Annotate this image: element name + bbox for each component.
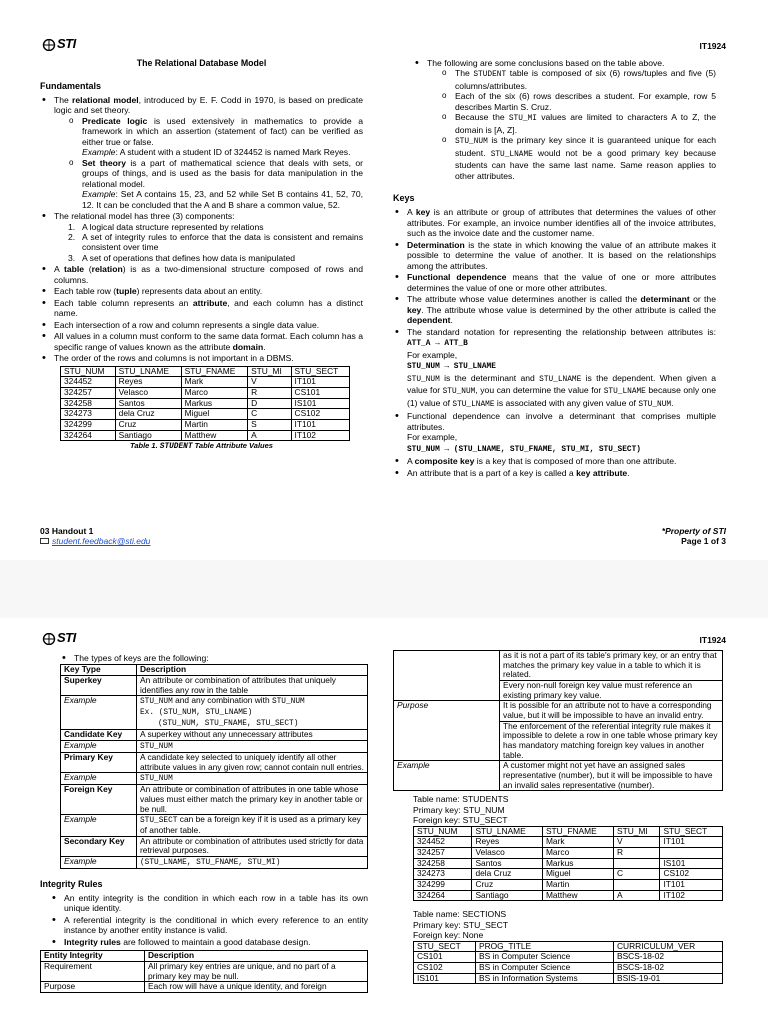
table-header-row: STU_SECT PROG_TITLE CURRICULUM_VER: [414, 941, 723, 952]
course-code: IT1924: [699, 41, 726, 51]
table-row: Requirement All primary key entries are unique, and no part of a primary key may be null.: [41, 962, 368, 982]
right-column: [393, 650, 723, 984]
table-row: CS101 BS in Computer Science BSCS-18-02: [414, 952, 723, 963]
list-item: • Integrity rules are followed to maintain a good database design.: [50, 937, 368, 947]
table-row: Example STU_NUM: [61, 740, 368, 752]
left-column: [40, 58, 363, 453]
list-item: • All values in a column must conform to the same data format. Each column has a specific range of values known as the attribute domain.: [40, 331, 363, 352]
list-item: • The standard notation for representing the relationship between attributes is: ATT_A → ATT_B For example, STU_NUM → STU_LNAME STU_NUM is the determinant and STU_LNAME is the dependent. When given a value for STU_NUM, you can determine the value for STU_LNAME because only one (1) value of STU_LNAME is associated with any given value of STU_NUM.: [393, 327, 716, 410]
table-row: CS102 BS in Computer Science BSCS-18-02: [414, 963, 723, 974]
list-item: • The relational model has three (3) components: 1. A logical data structure represented by relations 2. A set of integrity rules to enforce that the data is consistent and remains consistent over time 3. A set of operations that defines how data is manipulated: [40, 211, 363, 263]
sti-logo: [42, 36, 76, 52]
entity-integrity-table: [40, 950, 368, 993]
list-item: 3. A set of operations that defines how data is manipulated: [68, 252, 296, 263]
table-row: Superkey An attribute or combination of attributes that uniquely identifies any row in the table: [61, 676, 368, 696]
handout-page-2: [0, 618, 768, 1024]
primary-key-label: Primary key: STU_NUM: [413, 804, 505, 815]
list-item: • Functional dependence means that the value of one or more attributes determines the value of one or more other attributes.: [393, 272, 716, 293]
list-item: o STU_NUM is the primary key since it is guaranteed unique for each student. STU_LNAME would not be a good primary key because students can have the same last name. Same reason applies to other attributes.: [441, 135, 716, 181]
list-item: o Predicate logic is used extensively in mathematics to provide a framework in which an assertion (statement of fact) can be verified as either true or false. Example: A student with a student ID of 324452 is named Mark Reyes.: [68, 116, 363, 158]
table-row: 324258 Santos Markus IS101: [414, 858, 723, 869]
table-row: as it is not a part of its table's primary key, or an entry that matches the primary key value in a table to which it is related.: [394, 651, 723, 681]
list-item: • An entity integrity is the condition in which each row in a table has its own unique identity.: [50, 893, 368, 914]
table-caption: Table 1. STUDENT Table Attribute Values: [130, 441, 273, 452]
table-row: 324264 Santiago Matthew A IT102: [414, 890, 723, 901]
table-row: IS101 BS in Information Systems BSIS-19-01: [414, 973, 723, 984]
property-label: *Property of STI: [661, 526, 726, 536]
page-number: Page 1 of 3: [681, 536, 726, 547]
list-item: • The following are some conclusions based on the table above. o The STUDENT table is composed of six (6) rows/tuples and five (5) columns/attributes. o Each of the six (6) rows describes a student. For example, row 5 describes Martin S. Cruz. o Because the STU_MI values are limited to characters A to Z, the domain is [A, Z]. o STU_NUM is the primary key since it is guaranteed unique for each student. STU_LNAME would not be a good primary key because students can have the same last name. Same reason applies to other attributes.: [413, 58, 716, 181]
foreign-key-label: Foreign key: None: [413, 930, 484, 941]
table-row: 324258 Santos Markus D IS101: [61, 398, 350, 409]
page-gap: [0, 560, 768, 618]
table-row: 324299 Cruz Martin S IT101: [61, 420, 350, 431]
list-item: • A referential integrity is the conditional in which every reference to an entity instance by another entity instance is valid.: [50, 915, 368, 936]
referential-integrity-table: [393, 650, 723, 791]
handout-label: 03 Handout 1: [40, 526, 94, 536]
table-header-row: Entity Integrity Description: [41, 951, 368, 962]
table-row: Example A customer might not yet have an assigned sales representative (number), but it will be impossible to have an invalid sales representative (number).: [394, 761, 723, 791]
fundamentals-list: [40, 95, 363, 364]
list-item: • The types of keys are the following:: [60, 653, 368, 663]
table-row: Secondary Key An attribute or combination of attributes used strictly for data retrieval purposes.: [61, 836, 368, 856]
table-row: Example (STU_LNAME, STU_FNAME, STU_MI): [61, 857, 368, 869]
list-item: o Each of the six (6) rows describes a student. For example, row 5 describes Martin S. Cruz.: [441, 91, 716, 112]
sections-table: [413, 941, 723, 985]
key-types-table: [60, 664, 368, 869]
footer-left: [40, 526, 150, 547]
table-header-row: STU_NUM STU_LNAME STU_FNAME STU_MI STU_SECT: [414, 826, 723, 837]
table-row: Primary Key A candidate key selected to uniquely identify all other attribute values in any given row; cannot contain null entries.: [61, 752, 368, 772]
student-table: [60, 366, 350, 442]
logo-text: STI: [57, 630, 76, 645]
table-row: Purpose It is possible for an attribute not to have a corresponding value, but it will be impossible to have an invalid entry.: [394, 701, 723, 721]
foreign-key-label: Foreign key: STU_SECT: [413, 815, 508, 826]
table-row: 324257 Velasco Marco R CS101: [61, 388, 350, 399]
section-keys: Keys: [393, 193, 415, 204]
list-item: • Each intersection of a row and column represents a single data value.: [40, 320, 363, 330]
list-item: • Functional dependence can involve a determinant that comprises multiple attributes. For example, STU_NUM → (STU_LNAME, STU_FNAME, STU_MI, STU_SECT): [393, 411, 716, 455]
mail-icon: [40, 538, 49, 544]
table-row: Example STU_NUM and any combination with STU_NUM Ex. (STU_NUM, STU_LNAME) (STU_NUM, STU_FNAME, STU_SECT): [61, 696, 368, 730]
table-row: 324299 Cruz Martin IT101: [414, 879, 723, 890]
page-title: The Relational Database Model: [136, 58, 267, 68]
table-header-row: STU_NUM STU_LNAME STU_FNAME STU_MI STU_SECT: [61, 366, 350, 377]
list-item: • Each table column represents an attribute, and each column has a distinct name.: [40, 298, 363, 319]
sections-table-meta: [413, 909, 723, 940]
table-row: Purpose Each row will have a unique identity, and foreign: [41, 982, 368, 993]
list-item: o Because the STU_MI values are limited to characters A to Z, the domain is [A, Z].: [441, 112, 716, 135]
table-row: Candidate Key A superkey without any unnecessary attributes: [61, 730, 368, 741]
conclusions-list: [393, 58, 716, 181]
list-item: • The order of the rows and columns is not important in a DBMS.: [40, 353, 363, 363]
students-table: [413, 826, 723, 902]
table-row: 324264 Santiago Matthew A IT102: [61, 430, 350, 441]
section-fundamentals: Fundamentals: [40, 80, 102, 91]
table-header-row: Key Type Description: [61, 665, 368, 676]
sti-logo-icon: [42, 39, 56, 51]
sti-logo: [42, 630, 76, 646]
table-row: Every non-null foreign key value must reference an existing primary key value.: [394, 680, 723, 700]
keys-list: [393, 207, 716, 478]
list-item: • A table (relation) is as a two-dimensional structure composed of rows and columns.: [40, 264, 363, 285]
left-column: [40, 653, 368, 993]
table-row: 324257 Velasco Marco R: [414, 847, 723, 858]
logo-text: STI: [57, 36, 76, 51]
course-code: IT1924: [699, 635, 726, 645]
table-name: Table name: SECTIONS: [413, 909, 507, 920]
sti-logo-icon: [42, 633, 56, 645]
table-name: Table name: STUDENTS: [413, 794, 509, 805]
list-item: • The relational model, introduced by E. F. Codd in 1970, is based on predicate logic and set theory. o Predicate logic is used extensively in mathematics to provide a framework in which an assertion (statement of fact) can be verified as either true or false. Example: A student with a student ID of 324452 is named Mark Reyes. o Set theory is a part of mathematical science that deals with sets, or groups of things, and is used as the basis for data manipulation in the relational model. Example: Set A contains 15, 23, and 52 while Set B contains 41, 52, 70, 12. It can be concluded that the A and B share a common value, 52.: [40, 95, 363, 210]
list-item: o Set theory is a part of mathematical science that deals with sets, or groups of things, and is used as the basis for data manipulation in the relational model. Example: Set A contains 15, 23, and 52 while Set B contains 41, 52, 70, 12. It can be concluded that the A and B share a common value, 52.: [68, 158, 363, 210]
table-row: Example STU_SECT can be a foreign key if it is used as a primary key of another table.: [61, 815, 368, 837]
right-column: [393, 58, 716, 479]
table-row: 324273 dela Cruz Miguel C CS102: [414, 869, 723, 880]
table-row: 324273 dela Cruz Miguel C CS102: [61, 409, 350, 420]
table-row: The enforcement of the referential integrity rule makes it impossible to delete a row in one table whose primary key has mandatory matching foreign key values in another table.: [394, 721, 723, 761]
list-item: • Each table row (tuple) represents data about an entity.: [40, 286, 363, 296]
table-row: Example STU_NUM: [61, 773, 368, 785]
table-row: 324452 Reyes Mark V IT101: [61, 377, 350, 388]
list-item: 2. A set of integrity rules to enforce that the data is consistent and remains consistent over time: [68, 231, 363, 253]
table-row: 324452 Reyes Mark V IT101: [414, 837, 723, 848]
list-item: • A key is an attribute or group of attributes that determines the values of other attributes. For example, an invoice number identifies all of the invoice attributes, such as the invoice date and the customer name.: [393, 207, 716, 238]
feedback-email-link[interactable]: student.feedback@sti.edu: [52, 536, 151, 547]
footer-right: [662, 526, 726, 547]
list-item: • A composite key is a key that is composed of more than one attribute.: [393, 456, 716, 466]
list-item: • An attribute that is a part of a key is called a key attribute.: [393, 468, 716, 478]
students-table-meta: [413, 794, 723, 825]
integrity-list: [40, 893, 368, 947]
table-row: Foreign Key An attribute or combination of attributes in one table whose values must either match the primary key in another table or be null.: [61, 785, 368, 815]
primary-key-label: Primary key: STU_SECT: [413, 919, 509, 930]
list-item: 1. A logical data structure represented by relations: [68, 221, 264, 232]
list-item: • Determination is the state in which knowing the value of an attribute makes it possible to determine the value of another. It is based on the relationships among the attributes.: [393, 240, 716, 271]
list-item: o The STUDENT table is composed of six (6) rows/tuples and five (5) columns/attributes.: [441, 68, 716, 91]
section-integrity-rules: Integrity Rules: [40, 879, 103, 890]
list-item: • The attribute whose value determines another is called the determinant or the key. The attribute whose value is determined by the other attribute is called the dependent.: [393, 294, 716, 325]
